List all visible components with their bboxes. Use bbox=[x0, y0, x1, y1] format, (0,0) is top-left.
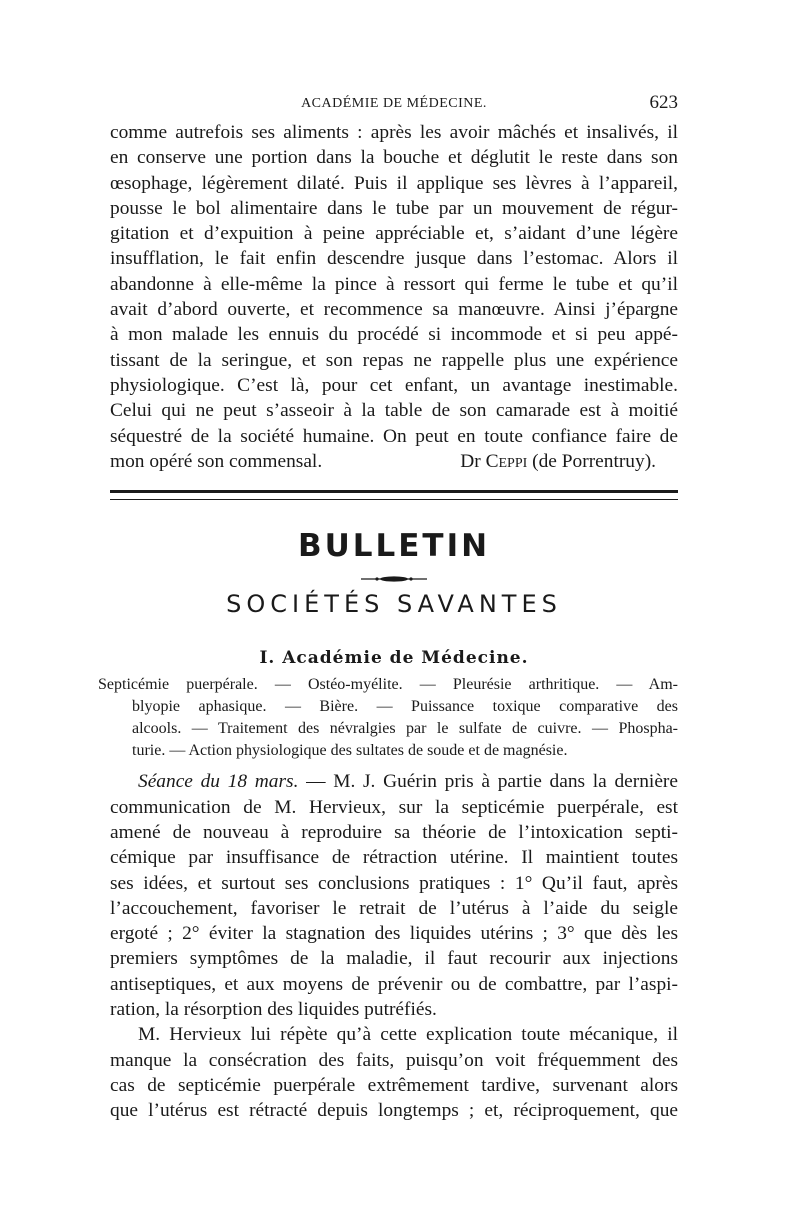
running-head bbox=[110, 90, 678, 120]
summary-line: turie. — Action physiologique des sultates de soude et de magnésie. bbox=[132, 741, 568, 759]
text-line: cas de septicémie puerpérale extrêmement tardive, survenant alors bbox=[110, 1074, 678, 1096]
text-line: gitation et d’expuition à peine appréciable et, s’aidant d’une légère bbox=[110, 223, 678, 245]
running-title: ACADÉMIE DE MÉDECINE. bbox=[301, 96, 487, 111]
text-line: premiers symptômes de la maladie, il faut recourir aux injections bbox=[110, 948, 678, 970]
signature-name: Ceppi bbox=[485, 450, 528, 472]
summary-line: alcools. — Traitement des névralgies par le sulfate de cuivre. — Phospha- bbox=[132, 719, 678, 737]
text-line: œsophage, légèrement dilaté. Puis il applique ses lèvres à l’appareil, bbox=[110, 172, 678, 194]
text-line: communication de M. Hervieux, sur la septicémie puerpérale, est bbox=[110, 796, 678, 818]
text-line: ergoté ; 2° éviter la stagnation des liquides utérins ; 3° que dès les bbox=[110, 923, 678, 945]
ornament-rule bbox=[110, 570, 678, 580]
text-line: ses idées, et surtout ses conclusions pratiques : 1° Qu’il faut, après bbox=[110, 872, 678, 894]
text-line: Celui qui ne peut s’asseoir à la table de son camarade est à moitié bbox=[110, 400, 678, 422]
summary bbox=[98, 674, 678, 761]
summary-line: blyopie aphasique. — Bière. — Puissance toxique comparative des bbox=[132, 697, 678, 715]
text-line: physiologique. C’est là, pour cet enfant, un avantage inestimable. bbox=[110, 374, 678, 396]
section-heading: I. Académie de Médecine. bbox=[259, 648, 529, 669]
text-line: comme autrefois ses aliments : après les avoir mâchés et insalivés, il bbox=[110, 122, 678, 143]
signature-place: (de Porrentruy). bbox=[532, 450, 656, 472]
seance-paragraph bbox=[110, 769, 678, 1022]
top-paragraph bbox=[110, 120, 678, 474]
text-line: l’accouchement, favoriser le retrait de l’utérus à l’aide du seigle bbox=[110, 897, 678, 919]
page-number: 623 bbox=[649, 92, 678, 113]
text-line: insufflation, le fait enfin descendre jusque dans l’estomac. Alors il bbox=[110, 248, 678, 270]
text-line: pousse le bol alimentaire dans le tube par un mouvement de régur- bbox=[110, 197, 678, 219]
page bbox=[98, 90, 678, 1124]
signature-line bbox=[110, 449, 678, 474]
text-line: séquestré de la société humaine. On peut en toute confiance faire de bbox=[110, 425, 678, 447]
closing-text: mon opéré son commensal. bbox=[110, 450, 323, 472]
text-line: en conserve une portion dans la bouche et déglutit le reste dans son bbox=[110, 147, 678, 169]
text-line: amené de nouveau à reproduire sa théorie de l’intoxication septi- bbox=[110, 821, 678, 843]
text-line: M. Hervieux lui répète qu’à cette explication toute mécanique, il bbox=[138, 1024, 678, 1046]
text-line: ration, la résorption des liquides putréfiés. bbox=[110, 999, 437, 1021]
ornament-icon bbox=[359, 575, 429, 583]
section-divider bbox=[110, 490, 678, 500]
text-line: avait d’abord ouverte, et recommence sa manœuvre. Ainsi j’épargne bbox=[110, 299, 678, 321]
signature-prefix: Dr bbox=[460, 450, 481, 472]
text-line: cémique par insuffisance de rétraction utérine. Il maintient toutes bbox=[110, 847, 678, 869]
seance-first-line: — M. J. Guérin pris à partie dans la dernière bbox=[306, 771, 678, 793]
seance-date: 18 mars. bbox=[227, 771, 299, 793]
text-line: à mon malade les ennuis du procédé si incommode et si peu appé- bbox=[110, 324, 678, 346]
text-line: que l’utérus est rétracté depuis longtemps ; et, réciproquement, que bbox=[110, 1100, 678, 1122]
text-line: manque la consécration des faits, puisqu’on voit fréquemment des bbox=[110, 1049, 678, 1071]
signature bbox=[460, 449, 678, 474]
bulletin-title: BULLETIN bbox=[297, 528, 491, 565]
text-line: abandonne à elle-même la pince à ressort qui ferme le tube et qu’il bbox=[110, 273, 678, 295]
text-line bbox=[110, 769, 678, 794]
societes-title: SOCIÉTÉS SAVANTES bbox=[226, 590, 562, 619]
summary-line: Septicémie puerpérale. — Ostéo-myélite. — Pleurésie arthritique. — Am- bbox=[98, 676, 678, 694]
seance-label: Séance du bbox=[138, 771, 220, 793]
text-line: tissant de la seringue, et son repas ne rappelle plus une expérience bbox=[110, 349, 678, 371]
hervieux-paragraph bbox=[110, 1022, 678, 1123]
text-line: antiseptiques, et aux moyens de prévenir ou de combattre, par l’aspi- bbox=[110, 973, 678, 995]
